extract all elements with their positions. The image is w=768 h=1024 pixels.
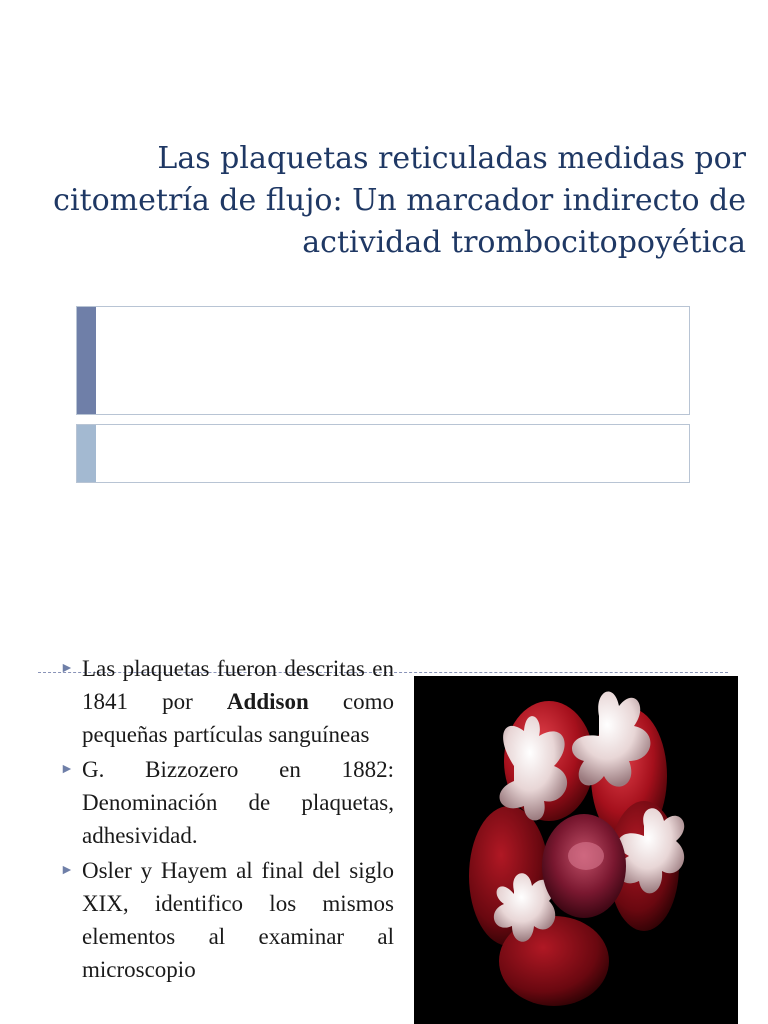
accent-bar bbox=[77, 307, 96, 414]
subtitle-box-1 bbox=[76, 306, 690, 415]
bullet-text: Osler y Hayem al final del siglo XIX, identifico los mismos elementos al examinar al microscopio bbox=[82, 858, 394, 982]
list-item bbox=[58, 753, 394, 852]
bullet-arrow-icon: ► bbox=[60, 762, 74, 777]
bullet-text: como pequeñas partículas sanguíneas bbox=[82, 689, 394, 747]
bullet-arrow-icon: ► bbox=[60, 863, 74, 878]
list-item bbox=[58, 854, 394, 986]
subtitle-box-2 bbox=[76, 424, 690, 483]
bullet-text: Las plaquetas fueron descritas en 1841 por bbox=[82, 656, 394, 714]
list-item bbox=[58, 652, 394, 751]
platelets-photo bbox=[414, 676, 738, 1024]
bullet-text: G. Bizzozero en 1882: Denominación de plaquetas, adhesividad. bbox=[82, 757, 394, 848]
bullet-arrow-icon: ► bbox=[60, 661, 74, 676]
bullet-text-bold: Addison bbox=[226, 689, 309, 714]
accent-bar bbox=[77, 425, 96, 482]
slide-title: Las plaquetas reticuladas medidas por citometría de flujo: Un marcador indirecto de actividad trombocitopoyética bbox=[53, 141, 746, 260]
platelets-illustration bbox=[414, 676, 738, 1024]
bullet-list bbox=[58, 652, 394, 988]
